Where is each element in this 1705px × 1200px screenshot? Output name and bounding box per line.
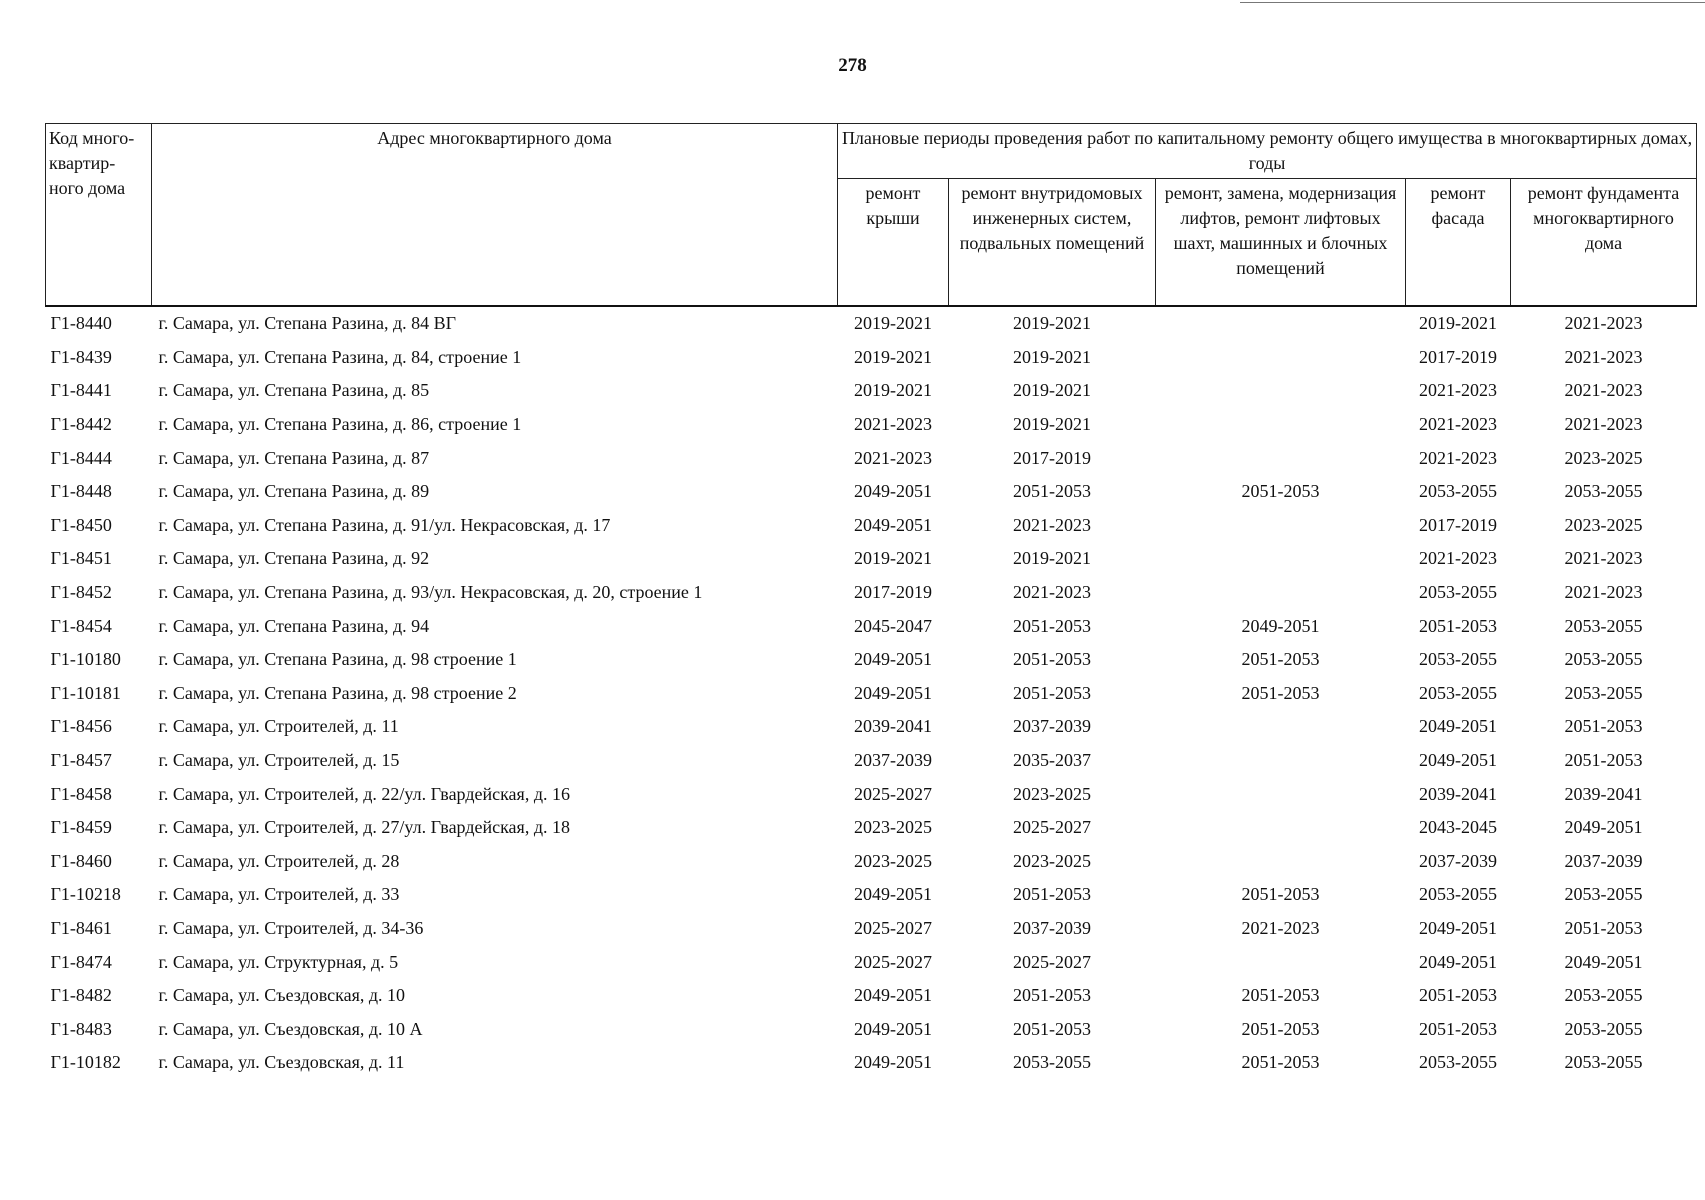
house-address: г. Самара, ул. Структурная, д. 5	[158, 951, 399, 972]
facade-period: 2017-2019	[1419, 514, 1497, 535]
foundation-period: 2021-2023	[1564, 582, 1643, 603]
elevators-period	[1156, 408, 1406, 442]
engineering-period: 2019-2021	[1013, 380, 1091, 401]
elevators-period	[1156, 945, 1406, 979]
house-code: Г1-8457	[50, 750, 112, 771]
roof-period: 2025-2027	[854, 917, 932, 938]
engineering-period: 2037-2039	[1013, 917, 1091, 938]
table-row	[46, 643, 1697, 677]
table-row	[46, 576, 1697, 610]
roof-period: 2045-2047	[854, 615, 932, 636]
elevators-period: 2051-2053	[1241, 1018, 1320, 1039]
roof-period: 2023-2025	[854, 850, 932, 871]
engineering-period: 2053-2055	[1013, 1052, 1091, 1073]
house-code: Г1-8441	[50, 380, 112, 401]
table-row	[46, 509, 1697, 543]
house-code: Г1-8456	[50, 716, 112, 737]
roof-period: 2019-2021	[854, 346, 932, 367]
engineering-period: 2025-2027	[1013, 817, 1091, 838]
foundation-period: 2021-2023	[1564, 313, 1643, 334]
elevators-period: 2051-2053	[1241, 985, 1320, 1006]
engineering-period: 2019-2021	[1013, 414, 1091, 435]
house-address: г. Самара, ул. Строителей, д. 28	[158, 850, 400, 871]
foundation-period: 2037-2039	[1564, 850, 1643, 871]
elevators-period	[1156, 509, 1406, 543]
house-code: Г1-8454	[50, 615, 112, 636]
facade-period: 2051-2053	[1419, 1018, 1497, 1039]
table-row	[46, 609, 1697, 643]
table-row	[46, 542, 1697, 576]
foundation-period: 2053-2055	[1564, 615, 1643, 636]
elevators-period	[1156, 542, 1406, 576]
house-code: Г1-8442	[50, 414, 112, 435]
roof-period: 2049-2051	[854, 649, 932, 670]
elevators-period: 2051-2053	[1241, 884, 1320, 905]
roof-period: 2023-2025	[854, 817, 932, 838]
facade-period: 2037-2039	[1419, 850, 1497, 871]
elevators-period: 2051-2053	[1241, 481, 1320, 502]
house-code: Г1-8482	[50, 985, 112, 1006]
house-address: г. Самара, ул. Степана Разина, д. 94	[158, 615, 430, 636]
capital-repair-schedule-table	[45, 123, 1697, 1080]
elevators-period: 2051-2053	[1241, 1052, 1320, 1073]
foundation-period: 2053-2055	[1564, 884, 1643, 905]
table-header	[46, 124, 1697, 307]
foundation-period: 2053-2055	[1564, 481, 1643, 502]
house-address: г. Самара, ул. Съездовская, д. 11	[158, 1052, 405, 1073]
house-address: г. Самара, ул. Степана Разина, д. 98 строение 1	[158, 649, 517, 670]
engineering-period: 2037-2039	[1013, 716, 1091, 737]
roof-period: 2049-2051	[854, 1018, 932, 1039]
engineering-period: 2023-2025	[1013, 850, 1091, 871]
foundation-period: 2053-2055	[1564, 1052, 1643, 1073]
facade-period: 2021-2023	[1419, 447, 1497, 468]
facade-period: 2049-2051	[1419, 951, 1497, 972]
house-code: Г1-8440	[50, 313, 112, 334]
house-code: Г1-10181	[50, 682, 121, 703]
header-foundation: ремонт фундамента многоквартирного дома	[1511, 179, 1697, 307]
elevators-period	[1156, 341, 1406, 375]
house-code: Г1-10218	[50, 884, 121, 905]
engineering-period: 2019-2021	[1013, 346, 1091, 367]
foundation-period: 2053-2055	[1564, 682, 1643, 703]
house-code: Г1-8448	[50, 481, 112, 502]
table-row	[46, 441, 1697, 475]
house-address: г. Самара, ул. Строителей, д. 22/ул. Гвардейская, д. 16	[158, 783, 570, 804]
foundation-period: 2053-2055	[1564, 1018, 1643, 1039]
house-address: г. Самара, ул. Степана Разина, д. 93/ул. Некрасовская, д. 20, строение 1	[158, 582, 703, 603]
house-code: Г1-8439	[50, 346, 112, 367]
roof-period: 2021-2023	[854, 414, 932, 435]
house-address: г. Самара, ул. Степана Разина, д. 89	[158, 481, 430, 502]
roof-period: 2049-2051	[854, 481, 932, 502]
table-row	[46, 408, 1697, 442]
table-row	[46, 710, 1697, 744]
facade-period: 2053-2055	[1419, 1052, 1497, 1073]
foundation-period: 2021-2023	[1564, 346, 1643, 367]
house-address: г. Самара, ул. Степана Разина, д. 85	[158, 380, 430, 401]
house-address: г. Самара, ул. Степана Разина, д. 87	[158, 447, 430, 468]
roof-period: 2019-2021	[854, 548, 932, 569]
facade-period: 2051-2053	[1419, 615, 1497, 636]
foundation-period: 2023-2025	[1564, 514, 1643, 535]
table-body	[46, 306, 1697, 1080]
facade-period: 2043-2045	[1419, 817, 1497, 838]
elevators-period	[1156, 441, 1406, 475]
roof-period: 2039-2041	[854, 716, 932, 737]
facade-period: 2049-2051	[1419, 750, 1497, 771]
roof-period: 2049-2051	[854, 1052, 932, 1073]
house-code: Г1-8444	[50, 447, 112, 468]
header-elevators: ремонт, замена, модернизация лифтов, ремонт лифтовых шахт, машинных и блочных помещений	[1156, 179, 1406, 307]
house-address: г. Самара, ул. Степана Разина, д. 86, строение 1	[158, 414, 522, 435]
facade-period: 2039-2041	[1419, 783, 1497, 804]
table-row	[46, 845, 1697, 879]
table-row	[46, 777, 1697, 811]
foundation-period: 2021-2023	[1564, 548, 1643, 569]
house-address: г. Самара, ул. Съездовская, д. 10 А	[158, 1018, 423, 1039]
roof-period: 2021-2023	[854, 447, 932, 468]
roof-period: 2049-2051	[854, 985, 932, 1006]
table-row	[46, 878, 1697, 912]
table-row	[46, 945, 1697, 979]
foundation-period: 2049-2051	[1564, 817, 1643, 838]
facade-period: 2053-2055	[1419, 649, 1497, 670]
roof-period: 2037-2039	[854, 750, 932, 771]
roof-period: 2025-2027	[854, 783, 932, 804]
house-code: Г1-8452	[50, 582, 112, 603]
elevators-period: 2051-2053	[1241, 682, 1320, 703]
engineering-period: 2023-2025	[1013, 783, 1091, 804]
house-address: г. Самара, ул. Строителей, д. 33	[158, 884, 400, 905]
house-address: г. Самара, ул. Степана Разина, д. 84, строение 1	[158, 346, 522, 367]
facade-period: 2049-2051	[1419, 716, 1497, 737]
facade-period: 2053-2055	[1419, 682, 1497, 703]
foundation-period: 2049-2051	[1564, 951, 1643, 972]
facade-period: 2053-2055	[1419, 884, 1497, 905]
facade-period: 2021-2023	[1419, 414, 1497, 435]
house-code: Г1-8483	[50, 1018, 112, 1039]
house-code: Г1-8461	[50, 917, 112, 938]
foundation-period: 2021-2023	[1564, 380, 1643, 401]
header-address: Адрес многоквартирного дома	[152, 124, 838, 307]
house-address: г. Самара, ул. Строителей, д. 34-36	[158, 917, 424, 938]
house-code: Г1-8450	[50, 514, 112, 535]
facade-period: 2017-2019	[1419, 346, 1497, 367]
house-code: Г1-8451	[50, 548, 112, 569]
engineering-period: 2021-2023	[1013, 582, 1091, 603]
top-edge-rule	[1240, 2, 1705, 3]
header-roof: ремонт крыши	[838, 179, 949, 307]
facade-period: 2049-2051	[1419, 917, 1497, 938]
table-row	[46, 744, 1697, 778]
facade-period: 2053-2055	[1419, 481, 1497, 502]
page-number: 278	[838, 55, 867, 76]
roof-period: 2049-2051	[854, 514, 932, 535]
foundation-period: 2021-2023	[1564, 414, 1643, 435]
facade-period: 2021-2023	[1419, 548, 1497, 569]
engineering-period: 2051-2053	[1013, 615, 1091, 636]
foundation-period: 2039-2041	[1564, 783, 1643, 804]
facade-period: 2021-2023	[1419, 380, 1497, 401]
foundation-period: 2051-2053	[1564, 917, 1643, 938]
elevators-period: 2021-2023	[1241, 917, 1320, 938]
elevators-period	[1156, 811, 1406, 845]
elevators-period: 2051-2053	[1241, 649, 1320, 670]
engineering-period: 2051-2053	[1013, 649, 1091, 670]
house-code: Г1-8474	[50, 951, 112, 972]
engineering-period: 2051-2053	[1013, 481, 1091, 502]
table-row	[46, 374, 1697, 408]
table-row	[46, 475, 1697, 509]
table-row	[46, 912, 1697, 946]
engineering-period: 2019-2021	[1013, 313, 1091, 334]
table-row	[46, 306, 1697, 341]
house-code: Г1-8458	[50, 783, 112, 804]
foundation-period: 2051-2053	[1564, 750, 1643, 771]
roof-period: 2025-2027	[854, 951, 932, 972]
engineering-period: 2017-2019	[1013, 447, 1091, 468]
engineering-period: 2019-2021	[1013, 548, 1091, 569]
roof-period: 2019-2021	[854, 380, 932, 401]
house-address: г. Самара, ул. Строителей, д. 11	[158, 716, 399, 737]
foundation-period: 2051-2053	[1564, 716, 1643, 737]
elevators-period	[1156, 710, 1406, 744]
elevators-period: 2049-2051	[1241, 615, 1320, 636]
roof-period: 2019-2021	[854, 313, 932, 334]
house-address: г. Самара, ул. Степана Разина, д. 91/ул. Некрасовская, д. 17	[158, 514, 611, 535]
house-address: г. Самара, ул. Степана Разина, д. 92	[158, 548, 430, 569]
engineering-period: 2051-2053	[1013, 985, 1091, 1006]
house-address: г. Самара, ул. Строителей, д. 15	[158, 750, 400, 771]
engineering-period: 2051-2053	[1013, 1018, 1091, 1039]
house-address: г. Самара, ул. Съездовская, д. 10	[158, 985, 406, 1006]
engineering-period: 2051-2053	[1013, 884, 1091, 905]
foundation-period: 2053-2055	[1564, 985, 1643, 1006]
table-row	[46, 1046, 1697, 1080]
foundation-period: 2053-2055	[1564, 649, 1643, 670]
house-address: г. Самара, ул. Степана Разина, д. 84 ВГ	[158, 313, 457, 334]
table-row	[46, 677, 1697, 711]
elevators-period	[1156, 777, 1406, 811]
facade-period: 2051-2053	[1419, 985, 1497, 1006]
elevators-period	[1156, 576, 1406, 610]
engineering-period: 2025-2027	[1013, 951, 1091, 972]
foundation-period: 2023-2025	[1564, 447, 1643, 468]
table-row	[46, 341, 1697, 375]
roof-period: 2049-2051	[854, 884, 932, 905]
header-planned-periods: Плановые периоды проведения работ по капитальному ремонту общего имущества в многоквартирных домах, годы	[838, 124, 1697, 179]
house-code: Г1-8459	[50, 817, 112, 838]
engineering-period: 2021-2023	[1013, 514, 1091, 535]
table-row	[46, 979, 1697, 1013]
elevators-period	[1156, 845, 1406, 879]
header-facade: ремонт фасада	[1406, 179, 1511, 307]
house-code: Г1-10182	[50, 1052, 121, 1073]
table-row	[46, 811, 1697, 845]
engineering-period: 2051-2053	[1013, 682, 1091, 703]
house-code: Г1-8460	[50, 850, 112, 871]
engineering-period: 2035-2037	[1013, 750, 1091, 771]
header-engineering-systems: ремонт внутридомовых инженерных систем, подвальных помещений	[949, 179, 1156, 307]
elevators-period	[1156, 744, 1406, 778]
roof-period: 2017-2019	[854, 582, 932, 603]
roof-period: 2049-2051	[854, 682, 932, 703]
house-address: г. Самара, ул. Строителей, д. 27/ул. Гвардейская, д. 18	[158, 817, 570, 838]
elevators-period	[1156, 306, 1406, 341]
facade-period: 2053-2055	[1419, 582, 1497, 603]
facade-period: 2019-2021	[1419, 313, 1497, 334]
house-address: г. Самара, ул. Степана Разина, д. 98 строение 2	[158, 682, 517, 703]
elevators-period	[1156, 374, 1406, 408]
header-code: Код много-квартир-ного дома	[46, 124, 152, 307]
table-row	[46, 1012, 1697, 1046]
house-code: Г1-10180	[50, 649, 121, 670]
